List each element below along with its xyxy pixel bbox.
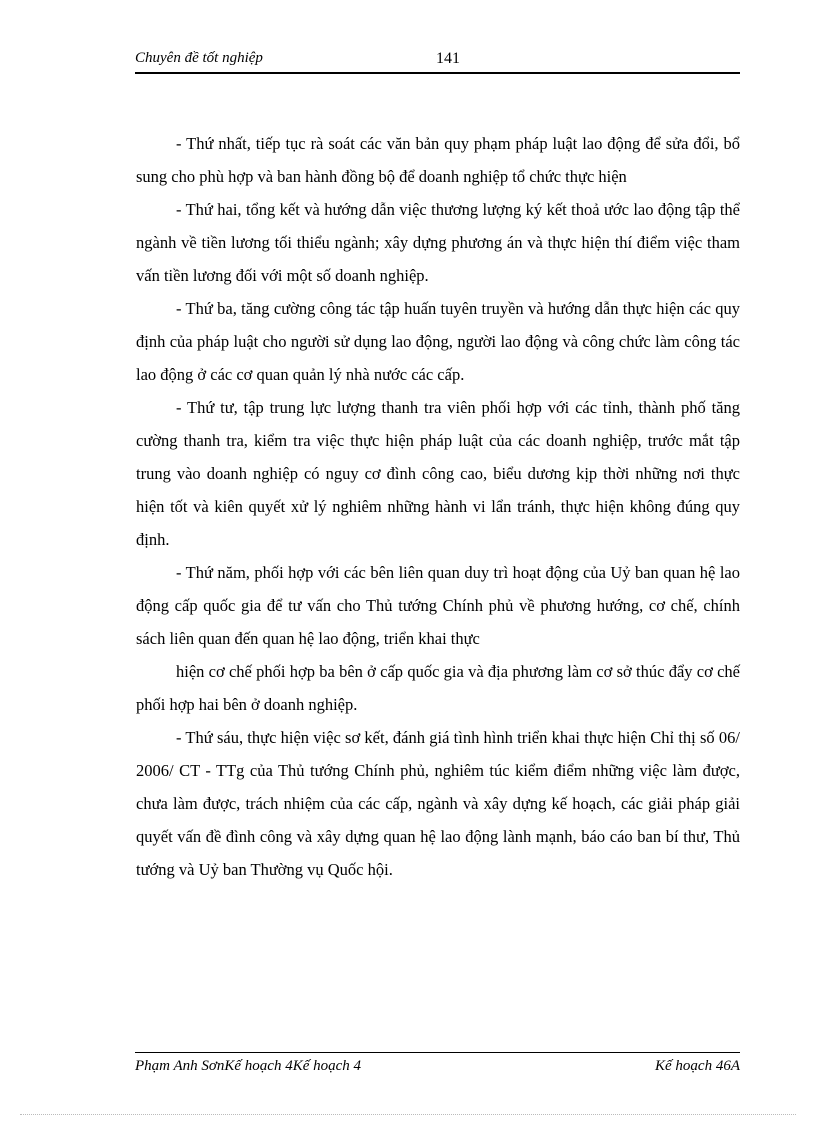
document-body <box>136 127 740 886</box>
header-title: Chuyên đề tốt nghiệp <box>135 50 263 66</box>
paragraph-6: - Thứ sáu, thực hiện việc sơ kết, đánh giá tình hình triển khai thực hiện Chỉ thị số 06/ 2006/ CT - TTg của Thủ tướng Chính phủ, nghiêm túc kiểm điểm những việc làm được, chưa làm được, trách nhiệm của các cấp, ngành và xây dựng kế hoạch, các giải pháp giải quyết vấn đề đình công và xây dựng quan hệ lao động lành mạnh, báo cáo ban bí thư, Thủ tướng và Uỷ ban Thường vụ Quốc hội. <box>136 728 740 879</box>
page-header <box>135 46 740 74</box>
footer-author: Phạm Anh SơnKế hoạch 4Kế hoạch 4 <box>135 1058 362 1074</box>
page-edge-divider <box>20 1114 796 1115</box>
paragraph-1: - Thứ nhất, tiếp tục rà soát các văn bản quy phạm pháp luật lao động để sửa đổi, bổ sung cho phù hợp và ban hành đồng bộ để doanh nghiệp tổ chức thực hiện <box>136 134 740 186</box>
footer-class: Kế hoạch 46A <box>655 1058 740 1074</box>
paragraph-5: - Thứ năm, phối hợp với các bên liên quan duy trì hoạt động của Uỷ ban quan hệ lao động cấp quốc gia để tư vấn cho Thủ tướng Chính phủ về phương hướng, cơ chế, chính sách liên quan đến quan hệ lao động, triển khai thực <box>136 563 740 648</box>
paragraph-3: - Thứ ba, tăng cường công tác tập huấn tuyên truyền và hướng dẫn thực hiện các quy định của pháp luật cho người sử dụng lao động, người lao động và công chức làm công tác lao động ở các cơ quan quản lý nhà nước các cấp. <box>136 299 740 384</box>
page-footer <box>135 1052 740 1077</box>
paragraph-5-continued: hiện cơ chế phối hợp ba bên ở cấp quốc gia và địa phương làm cơ sở thúc đẩy cơ chế phối hợp hai bên ở doanh nghiệp. <box>136 662 740 714</box>
paragraph-4: - Thứ tư, tập trung lực lượng thanh tra viên phối hợp với các tỉnh, thành phố tăng cường thanh tra, kiểm tra việc thực hiện pháp luật của các doanh nghiệp, trước mắt tập trung vào doanh nghiệp có nguy cơ đình công cao, biểu dương kịp thời những nơi thực hiện tốt và kiên quyết xử lý nghiêm những hành vi lẩn tránh, thực hiện không đúng quy định. <box>136 398 740 549</box>
page-number: 141 <box>436 50 460 67</box>
paragraph-2: - Thứ hai, tổng kết và hướng dẫn việc thương lượng ký kết thoả ước lao động tập thể ngành về tiền lương tối thiểu ngành; xây dựng phương án và thực hiện thí điểm việc tham vấn tiền lương đối với một số doanh nghiệp. <box>136 200 740 285</box>
